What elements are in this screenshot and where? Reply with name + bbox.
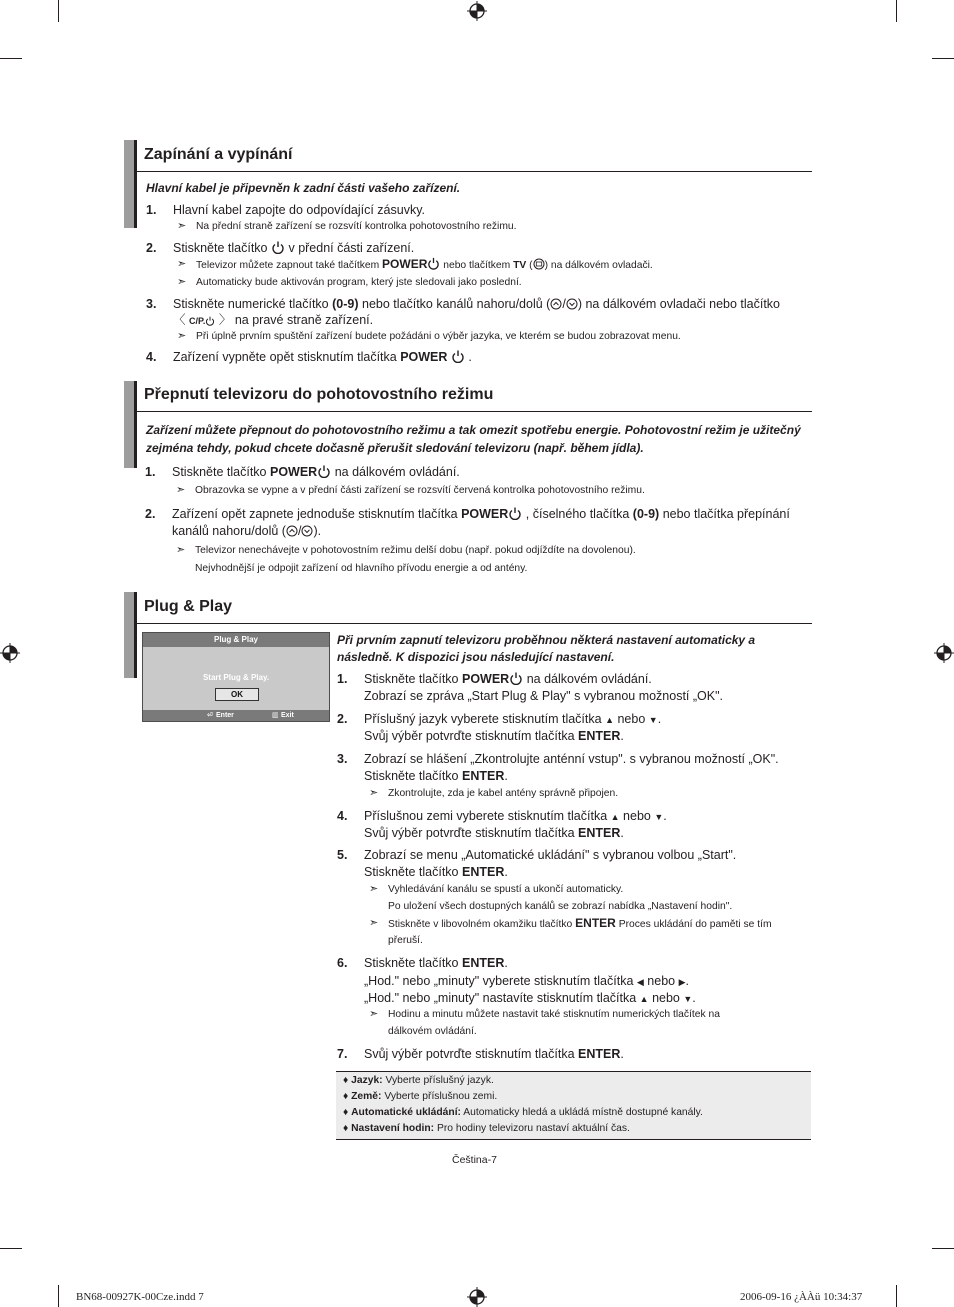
section-intro: zejména tehdy, pokud chcete dočasně přerušit sledování televizoru (např. během jídla). (146, 441, 644, 455)
exit-icon: ▥ (272, 712, 279, 719)
power-icon (317, 465, 331, 478)
summary-item: ♦ Automatické ukládání: Automaticky hledá a ukládá místně dostupné kanály. (343, 1107, 703, 1118)
crop-mark (932, 58, 954, 59)
arrow-down-icon: ▼ (654, 812, 664, 822)
channel-up-icon (286, 525, 298, 537)
registration-mark-icon (467, 1, 487, 21)
chevron-right-icon: 〉 (218, 313, 232, 327)
section-bar (124, 140, 134, 228)
screen-ok-button: OK (215, 688, 259, 701)
section-title: Přepnutí televizoru do pohotovostního režimu (144, 386, 494, 403)
crop-mark (0, 1248, 22, 1249)
crop-mark (58, 0, 59, 22)
crop-mark (896, 0, 897, 22)
power-icon (205, 316, 215, 326)
section-intro: následně. K dispozici jsou následující nastavení. (337, 650, 615, 664)
channel-down-icon (566, 298, 578, 310)
note-arrow-icon: ➣ (369, 883, 379, 895)
arrow-up-icon: ▲ (639, 994, 649, 1004)
arrow-down-icon: ▼ (648, 715, 658, 725)
arrow-left-icon: ◀ (636, 977, 644, 987)
screen-exit-label: Exit (281, 712, 294, 719)
print-file-name: BN68-00927K-00Cze.indd 7 (76, 1291, 204, 1303)
arrow-right-icon: ▶ (678, 977, 686, 987)
page-number: Čeština-7 (452, 1154, 497, 1166)
section-rule (137, 411, 812, 412)
channel-up-icon (550, 298, 562, 310)
summary-item: ♦ Země: Vyberte příslušnou zemi. (343, 1091, 498, 1102)
arrow-down-icon: ▼ (683, 994, 693, 1004)
settings-summary-box (336, 1071, 811, 1140)
summary-item: ♦ Nastavení hodin: Pro hodiny televizoru nastaví aktuální čas. (343, 1123, 630, 1134)
note-arrow-icon: ➣ (177, 330, 187, 342)
section-bar (124, 592, 134, 678)
note-arrow-icon: ➣ (369, 787, 379, 799)
section-intro: Při prvním zapnutí televizoru proběhnou některá nastavení automaticky a (337, 633, 756, 647)
note-arrow-icon: ➣ (176, 544, 186, 556)
registration-mark-icon (0, 643, 20, 663)
note-arrow-icon: ➣ (369, 1008, 379, 1020)
crop-mark (932, 1248, 954, 1249)
power-icon (451, 350, 465, 363)
arrow-up-icon: ▲ (610, 812, 620, 822)
power-icon (271, 241, 285, 254)
section-title: Zapínání a vypínání (144, 146, 293, 163)
note-arrow-icon: ➣ (177, 258, 187, 270)
note-arrow-icon: ➣ (369, 917, 379, 929)
section-intro: Zařízení můžete přepnout do pohotovostního režimu a tak omezit spotřebu energie. Pohotovostní režim je užitečný (146, 423, 801, 437)
note-arrow-icon: ➣ (177, 220, 187, 232)
tv-button-icon (533, 258, 545, 270)
section-rule (137, 171, 812, 172)
crop-mark (58, 1285, 59, 1307)
section-title: Plug & Play (144, 598, 233, 615)
summary-item: ♦ Jazyk: Vyberte příslušný jazyk. (343, 1075, 494, 1086)
channel-down-icon (301, 525, 313, 537)
screen-message: Start Plug & Play. (202, 673, 270, 682)
registration-mark-icon (934, 643, 954, 663)
screen-enter-label: Enter (216, 712, 234, 719)
power-icon (509, 672, 523, 685)
enter-icon: ⏎ (207, 712, 213, 719)
crop-mark (896, 1285, 897, 1307)
print-timestamp: 2006-09-16 ¿ÀÀü 10:34:37 (740, 1291, 863, 1303)
screen-footer (143, 710, 329, 721)
note-arrow-icon: ➣ (176, 484, 186, 496)
screen-title: Plug & Play (143, 633, 329, 647)
section-intro: Hlavní kabel je připevněn k zadní části vašeho zařízení. (146, 181, 461, 195)
chevron-left-icon: 〈 (173, 313, 186, 327)
section-rule (137, 623, 812, 624)
registration-mark-icon (467, 1287, 487, 1307)
crop-mark (0, 58, 22, 59)
note-arrow-icon: ➣ (177, 276, 187, 288)
power-icon (508, 507, 522, 520)
power-icon (427, 257, 440, 270)
plug-and-play-screen (142, 632, 330, 722)
section-bar (124, 381, 134, 468)
arrow-up-icon: ▲ (605, 715, 614, 725)
